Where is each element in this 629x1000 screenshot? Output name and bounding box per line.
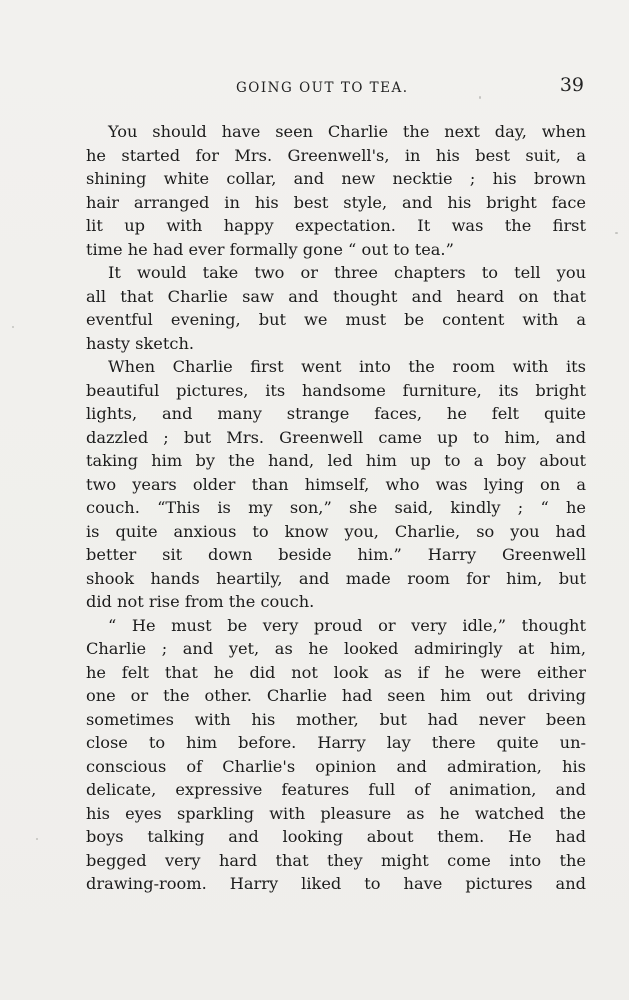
text-line: delicate, expressive features full of animation, and	[86, 780, 586, 799]
text-line: It would take two or three chapters to tell you	[108, 263, 586, 282]
text-line: two years older than himself, who was lying on a	[86, 474, 586, 494]
text-line: he felt that he did not look as if he were either	[86, 662, 586, 682]
text-line: “ He must be very proud or very idle,” thought	[108, 615, 586, 635]
text-line: taking him by the hand, led him up to a boy about	[86, 451, 586, 470]
text-line: hair arranged in his best style, and his bright face	[86, 192, 586, 212]
text-line: lit up with happy expectation. It was the first	[86, 216, 586, 235]
chapter-running-title: GOING OUT TO TEA.	[236, 80, 409, 96]
running-head	[86, 74, 586, 104]
text-line: shining white collar, and new necktie ; his brown	[86, 169, 586, 188]
paper-speck	[615, 232, 618, 234]
text-line: conscious of Charlie's opinion and admiration, his	[86, 756, 586, 776]
text-line: did not rise from the couch.	[86, 592, 315, 611]
text-line: eventful evening, but we must be content with a	[86, 310, 586, 329]
text-line: time he had ever formally gone “ out to tea.”	[86, 239, 454, 259]
text-line: his eyes sparkling with pleasure as he watched the	[86, 803, 586, 823]
text-line: is quite anxious to know you, Charlie, so you had	[86, 521, 586, 541]
text-line: You should have seen Charlie the next day, when	[108, 122, 586, 141]
text-line: shook hands heartily, and made room for him, but	[86, 568, 586, 588]
text-line: one or the other. Charlie had seen him out driving	[86, 686, 586, 705]
text-line: begged very hard that they might come into the	[86, 850, 586, 870]
text-line: better sit down beside him.” Harry Greenwell	[86, 545, 586, 564]
text-line: When Charlie first went into the room with its	[108, 357, 586, 376]
page-number: 39	[559, 74, 584, 96]
text-line: all that Charlie saw and thought and heard on that	[86, 286, 586, 306]
text-line: close to him before. Harry lay there quite un-	[86, 733, 586, 752]
text-line: boys talking and looking about them. He had	[86, 827, 586, 846]
text-line: drawing-room. Harry liked to have pictures and	[86, 874, 586, 893]
text-line: beautiful pictures, its handsome furniture, its bright	[86, 380, 586, 400]
paper-speck	[36, 838, 38, 840]
paper-speck	[12, 326, 14, 328]
paper-speck	[479, 96, 481, 99]
text-line: lights, and many strange faces, he felt quite	[86, 404, 586, 423]
text-line: dazzled ; but Mrs. Greenwell came up to him, and	[86, 427, 586, 447]
text-line: hasty sketch.	[86, 333, 195, 353]
text-line: he started for Mrs. Greenwell's, in his best suit, a	[86, 145, 586, 165]
text-line: couch. “This is my son,” she said, kindly ; “ he	[86, 498, 586, 517]
body-text	[86, 120, 586, 896]
text-line: sometimes with his mother, but had never been	[86, 709, 586, 729]
text-line: Charlie ; and yet, as he looked admiringly at him,	[86, 639, 586, 658]
